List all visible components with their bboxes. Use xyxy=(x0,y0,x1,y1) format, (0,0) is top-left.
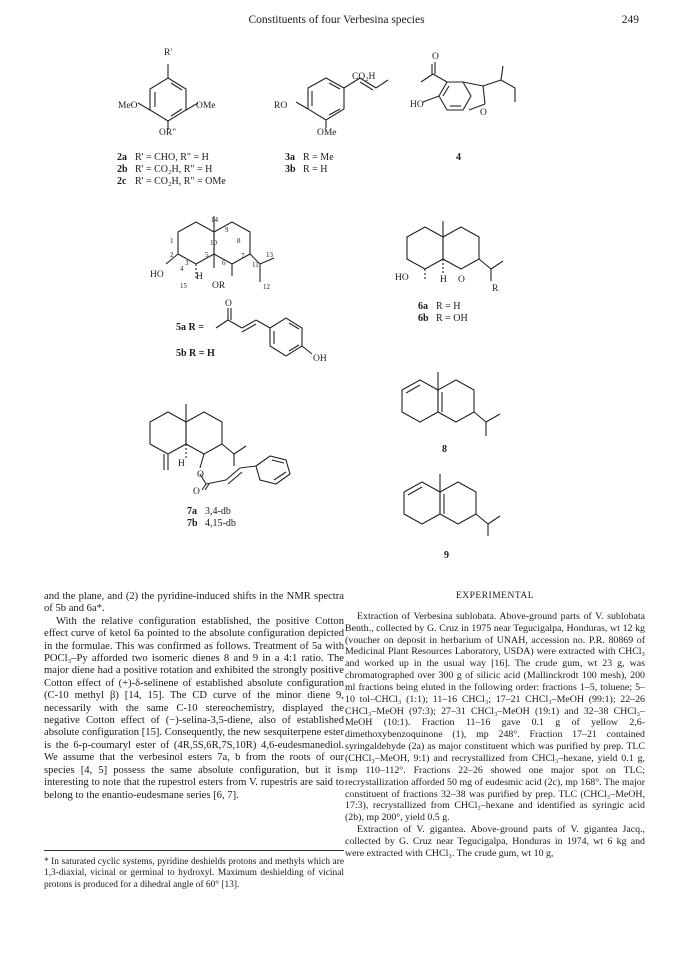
s4-label: 4 xyxy=(456,152,461,163)
structure-2-drawing xyxy=(118,58,218,138)
s3-label-row xyxy=(285,164,334,176)
s3-label-number: 3b xyxy=(285,164,296,175)
s5-c5: 5 xyxy=(205,251,209,259)
structure-9-drawing xyxy=(390,470,510,550)
s5-c4: 4 xyxy=(180,265,184,273)
s5a-carbonyl-o: O xyxy=(225,299,232,309)
coumaryl-drawing xyxy=(212,298,352,368)
s5-c10: 10 xyxy=(210,239,217,247)
s5-c1: 1 xyxy=(170,237,174,245)
s4-carbonyl-o: O xyxy=(432,52,439,62)
s6-oxygen: O xyxy=(458,275,465,285)
s6-label-number: 6a xyxy=(418,301,428,312)
left-text-column xyxy=(44,591,344,802)
s2-left-substituent: MeO xyxy=(118,101,138,111)
s5-c2: 2 xyxy=(170,251,174,259)
s5-hydrogen: H xyxy=(196,272,203,282)
s5-c6: 6 xyxy=(222,259,226,267)
s7-label-text: 4,15-db xyxy=(205,518,236,529)
s5a-hydroxyl: OH xyxy=(313,354,327,364)
left-paragraph-1: and the plane, and (2) the pyridine-induced shifts in the NMR spectra of 5b and 6a*. xyxy=(44,591,344,615)
s3-label-text: R = H xyxy=(303,164,328,175)
s3-compound-labels xyxy=(285,152,334,176)
running-header: Constituents of four Verbesina species xyxy=(248,14,425,26)
structure-6-drawing xyxy=(393,215,513,295)
s3-acid-group: CO₂H xyxy=(352,72,376,82)
s5-c12: 12 xyxy=(263,283,270,291)
s3-left-substituent: RO xyxy=(274,101,288,111)
s2-compound-labels xyxy=(117,152,226,188)
s9-label: 9 xyxy=(444,550,449,561)
s2-bottom-substituent: OR" xyxy=(159,128,177,138)
s5-c11: 11 xyxy=(252,261,259,269)
s7-label-number: 7b xyxy=(187,518,198,529)
structure-7-drawing xyxy=(140,400,310,500)
s6-label-text: R = OH xyxy=(436,313,468,324)
structure-3-drawing xyxy=(268,58,398,138)
s6-label-row xyxy=(418,301,468,313)
footnote: * In saturated cyclic systems, pyridine deshields protons and methyls which are 1,3-diaxial, vicinal or germinal to hydroxyl. Maximum deshielding of vicinal protons is produced for a dihedral angle of 60° [13]. xyxy=(44,857,344,890)
s2-label-row xyxy=(117,176,226,188)
s2-right-substituent: OMe xyxy=(196,101,216,111)
s5-c7: 7 xyxy=(241,252,245,260)
s6-label-number: 6b xyxy=(418,313,429,324)
s3-label-number: 3a xyxy=(285,152,295,163)
s7-ester-oxygen: O xyxy=(197,470,204,480)
s8-label: 8 xyxy=(442,444,447,455)
s4-left-substituent: HO xyxy=(410,100,424,110)
s3-label-text: R = Me xyxy=(303,152,334,163)
s5-c14: 14 xyxy=(211,216,218,224)
s7-label-number: 7a xyxy=(187,506,197,517)
s5-c3: 3 xyxy=(185,259,189,267)
s3-label-row xyxy=(285,152,334,164)
s5-or-group: OR xyxy=(212,281,226,291)
page-number: 249 xyxy=(621,14,639,26)
s7-compound-labels xyxy=(187,506,236,530)
s5-c9: 9 xyxy=(225,226,229,234)
structure-4-drawing xyxy=(405,40,555,140)
s3-bottom-substituent: OMe xyxy=(317,128,337,138)
s6-hydrogen: H xyxy=(440,275,447,285)
s6-hydroxyl: HO xyxy=(395,273,409,283)
s5-c13: 13 xyxy=(266,251,273,259)
footnote-rule xyxy=(44,850,344,851)
s2-label-number: 2a xyxy=(117,152,127,163)
s6-compound-labels xyxy=(418,301,468,325)
s2-label-row xyxy=(117,152,226,164)
s2-label-row xyxy=(117,164,226,176)
s7-hydrogen: H xyxy=(178,459,185,469)
s7-carbonyl-oxygen: O xyxy=(193,487,200,497)
s4-ring-oxygen: O xyxy=(480,108,487,118)
s2-label-text: R' = CHO, R" = H xyxy=(135,152,209,163)
s7-label-row xyxy=(187,506,236,518)
right-paragraph-2: Extraction of V. gigantea. Above-ground parts of V. gigantea Jacq., collected by G. Cruz near Tegucigalpa, Honduras in 1974, wt 6 kg and were extracted with CHCl₃. The crude gum, wt 10 g, xyxy=(345,824,645,859)
s5-c8: 8 xyxy=(237,237,241,245)
s2-label-number: 2c xyxy=(117,176,127,187)
s2-label-number: 2b xyxy=(117,164,128,175)
s2-label-text: R' = CO₂H, R" = OMe xyxy=(135,176,226,187)
s6-r: R xyxy=(492,284,499,294)
s7-label-row xyxy=(187,518,236,530)
s6-label-row xyxy=(418,313,468,325)
s2-top-substituent: R' xyxy=(164,48,173,58)
left-paragraph-2: With the relative configuration established, the positive Cotton effect curve of ketol 6a pointed to the absolute configuration depicted in the formulae. This was confirmed as follows. Treatment of 5a with POCl₃–Py afforded two isomeric dienes 8 and 9 in a 4:1 ratio. The major diene had a positive rotation and exhibited the strongly positive Cotton effect of (+)-δ-selinene of established absolute configuration (C-10 methyl β) [14, 15]. The CD curve of the minor diene 9, necessarily with the same C-10 stereochemistry, displayed the negative Cotton effect of (−)-selina-3,5-diene, also of established absolute configuration [15]. Consequently, the new sesquiterpene ester is the 6-p-coumaryl ester of (4R,5S,6R,7S,10R) 4,6-eudesmanediol. We assume that the verbesinol esters 7a, b from the roots of our species [4, 5] possess the same absolute configuration, but it is interesting to note that the rupestrol esters from V. rupestris are said to belong to the enantio-eudesmane series [6, 7]. xyxy=(44,615,344,801)
s5-hydroxyl: HO xyxy=(150,270,164,280)
experimental-heading: EXPERIMENTAL xyxy=(455,591,535,601)
s5b-label: 5b R = H xyxy=(176,348,215,359)
structure-8-drawing xyxy=(388,360,508,445)
right-text-column xyxy=(345,591,645,860)
s5a-label: 5a R = xyxy=(176,322,204,333)
s2-label-text: R' = CO₂H, R" = H xyxy=(135,164,213,175)
s7-label-text: 3,4-db xyxy=(205,506,231,517)
s6-label-text: R = H xyxy=(436,301,461,312)
right-paragraph-1: Extraction of Verbesina sublobata. Above-ground parts of V. sublobata Benth., collected by G. Cruz in 1975 near Tegucigalpa, Honduras, wt 12 kg (voucher on deposit in herbarium of UNAH, accession no. P.R. 80869 of Medicinal Plant Resources Laboratory, USDA) were extracted with CHCl₃ and worked up in the usual way [16]. The crude gum, wt 23 g, was chromatographed over 300 g of silicic acid (Mallinckrodt 100 mesh), 200 ml fractions being eluted in the following order: fractions 1–5, toluene; 5–10 tol–CHCl₃ (1:1); 11–16 CHCl₃; 17–21 CHCl₃–MeOH (99:1); 22–26 CHCl₃–MeOH (97:3); 27–31 CHCl₃–MeOH (19:1) and 32–38 CHCl₃–MeOH (10:1). Fraction 11–16 gave 0.1 g of yellow 2,6-dimethoxybenzoquinone (1), mp 248°. Fraction 17–21 contained syringaldehyde (2a) as major constituent which was purified by prep. TLC (CHCl₃–MeOH, 9:1) and recrystallized from CHCl₃–hexane, yield 0.1 g, mp 110–112°. Fractions 22–26 showed one major spot on TLC; recrystallization afforded 50 mg of eudesmic acid (2c), mp 168°. The major constituent of fractions 32–38 was purified by prep. TLC (CHCl₃–MeOH, 17:3), recrystallized from CHCl₃–hexane and identified as syringic acid (2b), mp 200°, yield 0.5 g. xyxy=(345,610,645,824)
s5-c15: 15 xyxy=(180,282,187,290)
